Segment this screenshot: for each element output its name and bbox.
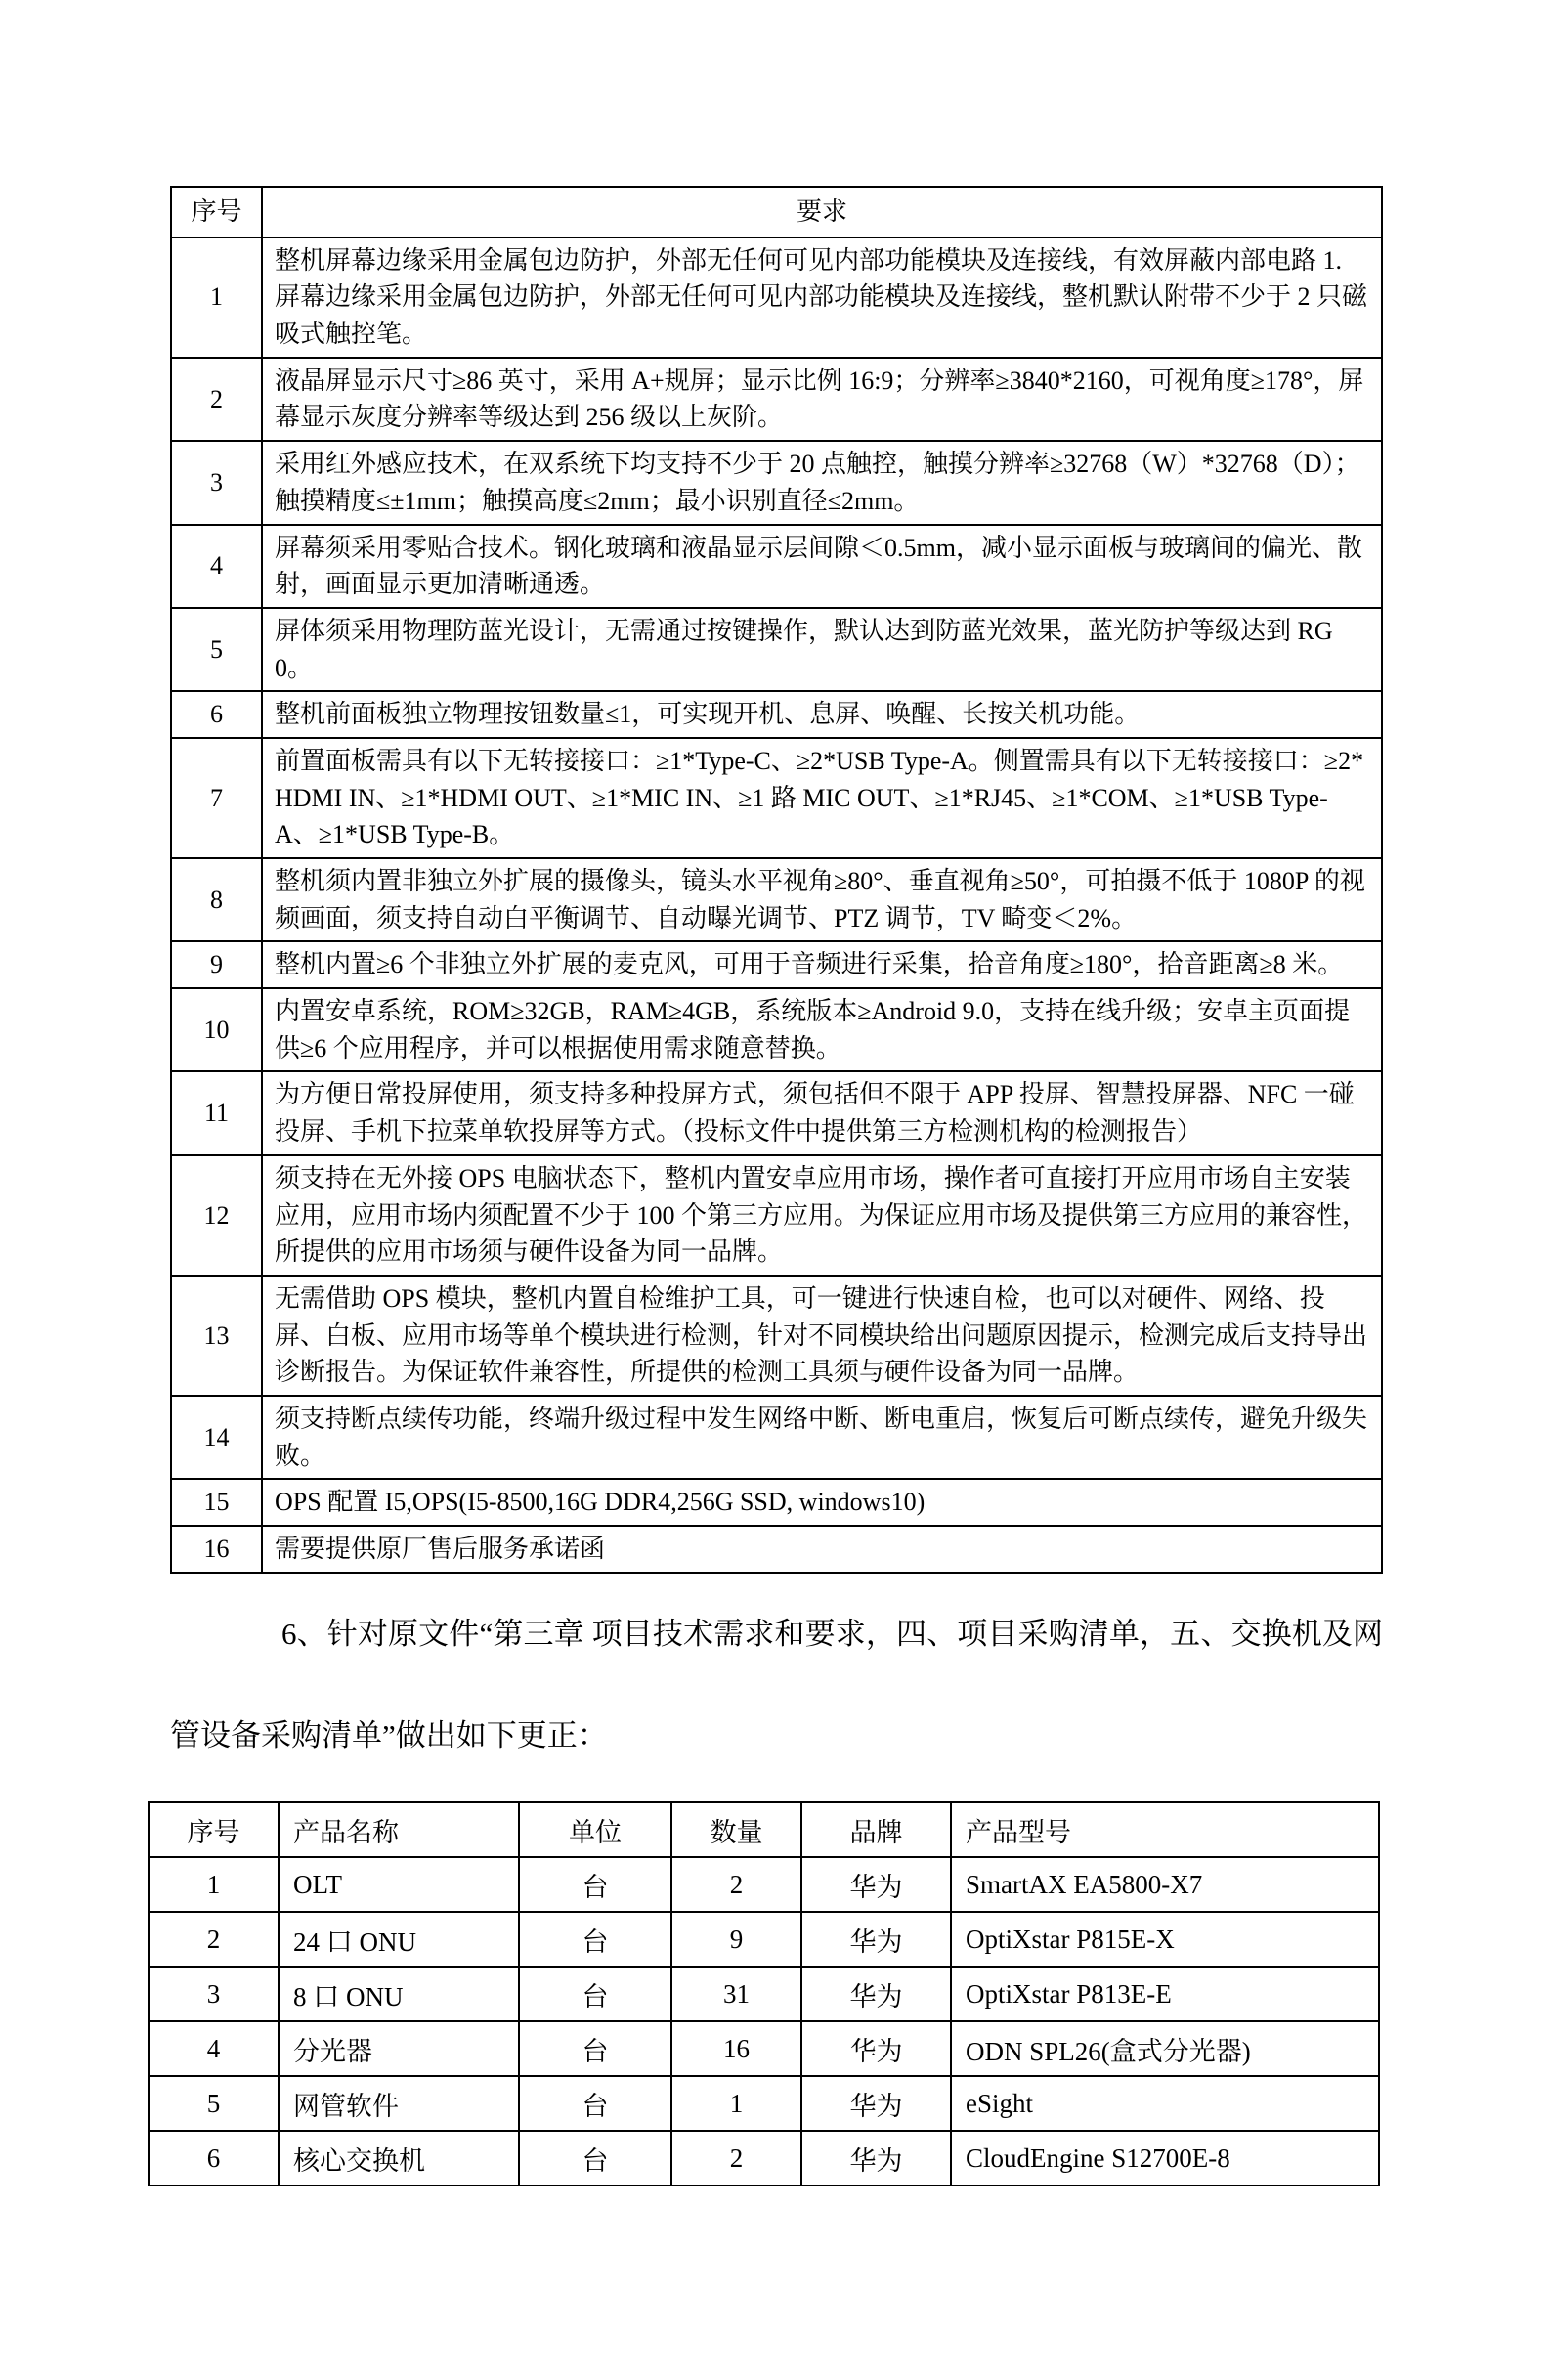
cell-no: 4 xyxy=(149,2021,279,2076)
row-index: 8 xyxy=(171,858,262,941)
table-row xyxy=(171,988,1382,1071)
row-requirement: 整机内置≥6 个非独立外扩展的麦克风，可用于音频进行采集，拾音角度≥180°，拾音距离≥8 米。 xyxy=(262,941,1382,988)
table-row xyxy=(171,358,1382,441)
row-requirement: 无需借助 OPS 模块，整机内置自检维护工具，可一键进行快速自检，也可以对硬件、网络、投屏、白板、应用市场等单个模块进行检测，针对不同模块给出问题原因提示，检测完成后支持导出诊断报告。为保证软件兼容性，所提供的检测工具须与硬件设备为同一品牌。 xyxy=(262,1276,1382,1396)
cell-no: 3 xyxy=(149,1967,279,2021)
row-index: 16 xyxy=(171,1526,262,1573)
cell-brand: 华为 xyxy=(801,2076,951,2131)
procurement-header-name: 产品名称 xyxy=(279,1802,519,1857)
requirements-header-requirement: 要求 xyxy=(262,187,1382,238)
row-requirement: 内置安卓系统，ROM≥32GB，RAM≥4GB，系统版本≥Android 9.0，支持在线升级；安卓主页面提供≥6 个应用程序，并可以根据使用需求随意替换。 xyxy=(262,988,1382,1071)
row-index: 3 xyxy=(171,441,262,524)
table-row xyxy=(149,1857,1379,1912)
cell-qty: 31 xyxy=(671,1967,801,2021)
procurement-header-model: 产品型号 xyxy=(951,1802,1379,1857)
table-row xyxy=(149,1912,1379,1967)
row-index: 15 xyxy=(171,1479,262,1526)
cell-qty: 9 xyxy=(671,1912,801,1967)
row-index: 1 xyxy=(171,238,262,358)
requirements-table xyxy=(170,186,1383,1574)
cell-unit: 台 xyxy=(519,1857,671,1912)
table-row xyxy=(171,858,1382,941)
row-requirement: 须支持在无外接 OPS 电脑状态下，整机内置安卓应用市场，操作者可直接打开应用市场自主安装应用，应用市场内须配置不少于 100 个第三方应用。为保证应用市场及提供第三方应用的兼容性，所提供的应用市场须与硬件设备为同一品牌。 xyxy=(262,1155,1382,1276)
cell-qty: 16 xyxy=(671,2021,801,2076)
cell-qty: 1 xyxy=(671,2076,801,2131)
table-row xyxy=(149,2021,1379,2076)
row-index: 9 xyxy=(171,941,262,988)
row-requirement: OPS 配置 I5,OPS(I5-8500,16G DDR4,256G SSD, windows10) xyxy=(262,1479,1382,1526)
table-row xyxy=(171,1526,1382,1573)
row-requirement: 整机须内置非独立外扩展的摄像头，镜头水平视角≥80°、垂直视角≥50°，可拍摄不低于 1080P 的视频画面，须支持自动白平衡调节、自动曝光调节、PTZ 调节，TV 畸变＜2%。 xyxy=(262,858,1382,941)
row-requirement: 整机屏幕边缘采用金属包边防护，外部无任何可见内部功能模块及连接线，有效屏蔽内部电路 1. 屏幕边缘采用金属包边防护，外部无任何可见内部功能模块及连接线，整机默认附带不少于 2 只磁吸式触控笔。 xyxy=(262,238,1382,358)
row-index: 5 xyxy=(171,608,262,691)
table-row xyxy=(171,1071,1382,1154)
procurement-header-row xyxy=(149,1802,1379,1857)
table-row xyxy=(171,608,1382,691)
cell-no: 1 xyxy=(149,1857,279,1912)
cell-brand: 华为 xyxy=(801,2021,951,2076)
table-row xyxy=(149,2131,1379,2185)
row-requirement: 需要提供原厂售后服务承诺函 xyxy=(262,1526,1382,1573)
cell-product-name: 分光器 xyxy=(279,2021,519,2076)
cell-no: 6 xyxy=(149,2131,279,2185)
row-requirement: 前置面板需具有以下无转接接口：≥1*Type-C、≥2*USB Type-A。侧置需具有以下无转接接口：≥2*HDMI IN、≥1*HDMI OUT、≥1*MIC IN、≥1 路 MIC OUT、≥1*RJ45、≥1*COM、≥1*USB Type-A、≥1*USB Type-B。 xyxy=(262,738,1382,858)
table-row xyxy=(171,1396,1382,1479)
cell-product-name: 8 口 ONU xyxy=(279,1967,519,2021)
row-requirement: 整机前面板独立物理按钮数量≤1，可实现开机、息屏、唤醒、长按关机功能。 xyxy=(262,691,1382,738)
procurement-header-no: 序号 xyxy=(149,1802,279,1857)
cell-model: CloudEngine S12700E-8 xyxy=(951,2131,1379,2185)
cell-unit: 台 xyxy=(519,2021,671,2076)
cell-model: OptiXstar P815E-X xyxy=(951,1912,1379,1967)
row-index: 13 xyxy=(171,1276,262,1396)
cell-brand: 华为 xyxy=(801,1912,951,1967)
row-index: 2 xyxy=(171,358,262,441)
table-row xyxy=(149,2076,1379,2131)
cell-unit: 台 xyxy=(519,1912,671,1967)
row-index: 4 xyxy=(171,525,262,608)
table-row xyxy=(171,238,1382,358)
cell-unit: 台 xyxy=(519,2131,671,2185)
cell-qty: 2 xyxy=(671,1857,801,1912)
row-requirement: 屏体须采用物理防蓝光设计，无需通过按键操作，默认达到防蓝光效果，蓝光防护等级达到 RG0。 xyxy=(262,608,1382,691)
cell-brand: 华为 xyxy=(801,1967,951,2021)
cell-no: 5 xyxy=(149,2076,279,2131)
table-row xyxy=(171,941,1382,988)
row-index: 14 xyxy=(171,1396,262,1479)
cell-no: 2 xyxy=(149,1912,279,1967)
requirements-header-row xyxy=(171,187,1382,238)
cell-model: ODN SPL26(盒式分光器) xyxy=(951,2021,1379,2076)
table-row xyxy=(171,691,1382,738)
row-requirement: 屏幕须采用零贴合技术。钢化玻璃和液晶显示层间隙＜0.5mm，减小显示面板与玻璃间的偏光、散射，画面显示更加清晰通透。 xyxy=(262,525,1382,608)
row-requirement: 采用红外感应技术，在双系统下均支持不少于 20 点触控，触摸分辨率≥32768（W）*32768（D）；触摸精度≤±1mm；触摸高度≤2mm；最小识别直径≤2mm。 xyxy=(262,441,1382,524)
cell-qty: 2 xyxy=(671,2131,801,2185)
cell-unit: 台 xyxy=(519,1967,671,2021)
cell-model: SmartAX EA5800-X7 xyxy=(951,1857,1379,1912)
table-row xyxy=(171,1479,1382,1526)
cell-model: eSight xyxy=(951,2076,1379,2131)
cell-brand: 华为 xyxy=(801,2131,951,2185)
row-requirement: 为方便日常投屏使用，须支持多种投屏方式，须包括但不限于 APP 投屏、智慧投屏器、NFC 一碰投屏、手机下拉菜单软投屏等方式。（投标文件中提供第三方检测机构的检测报告） xyxy=(262,1071,1382,1154)
table-row xyxy=(171,1155,1382,1276)
procurement-header-qty: 数量 xyxy=(671,1802,801,1857)
cell-product-name: 网管软件 xyxy=(279,2076,519,2131)
procurement-header-brand: 品牌 xyxy=(801,1802,951,1857)
row-index: 11 xyxy=(171,1071,262,1154)
procurement-header-unit: 单位 xyxy=(519,1802,671,1857)
row-requirement: 液晶屏显示尺寸≥86 英寸，采用 A+规屏；显示比例 16:9；分辨率≥3840*2160，可视角度≥178°，屏幕显示灰度分辨率等级达到 256 级以上灰阶。 xyxy=(262,358,1382,441)
table-row xyxy=(171,441,1382,524)
cell-product-name: 24 口 ONU xyxy=(279,1912,519,1967)
row-index: 6 xyxy=(171,691,262,738)
table-row xyxy=(171,738,1382,858)
table-row xyxy=(171,1276,1382,1396)
table-row xyxy=(149,1967,1379,2021)
row-index: 7 xyxy=(171,738,262,858)
cell-unit: 台 xyxy=(519,2076,671,2131)
cell-product-name: OLT xyxy=(279,1857,519,1912)
row-requirement: 须支持断点续传功能，终端升级过程中发生网络中断、断电重启，恢复后可断点续传，避免升级失败。 xyxy=(262,1396,1382,1479)
row-index: 12 xyxy=(171,1155,262,1276)
table-row xyxy=(171,525,1382,608)
cell-brand: 华为 xyxy=(801,1857,951,1912)
correction-paragraph: 6、针对原文件“第三章 项目技术需求和要求，四、项目采购清单，五、交换机及网管设备采购清单”做出如下更正： xyxy=(170,1616,1383,1753)
cell-product-name: 核心交换机 xyxy=(279,2131,519,2185)
row-index: 10 xyxy=(171,988,262,1071)
requirements-header-index: 序号 xyxy=(171,187,262,238)
procurement-table xyxy=(148,1801,1380,2186)
cell-model: OptiXstar P813E-E xyxy=(951,1967,1379,2021)
